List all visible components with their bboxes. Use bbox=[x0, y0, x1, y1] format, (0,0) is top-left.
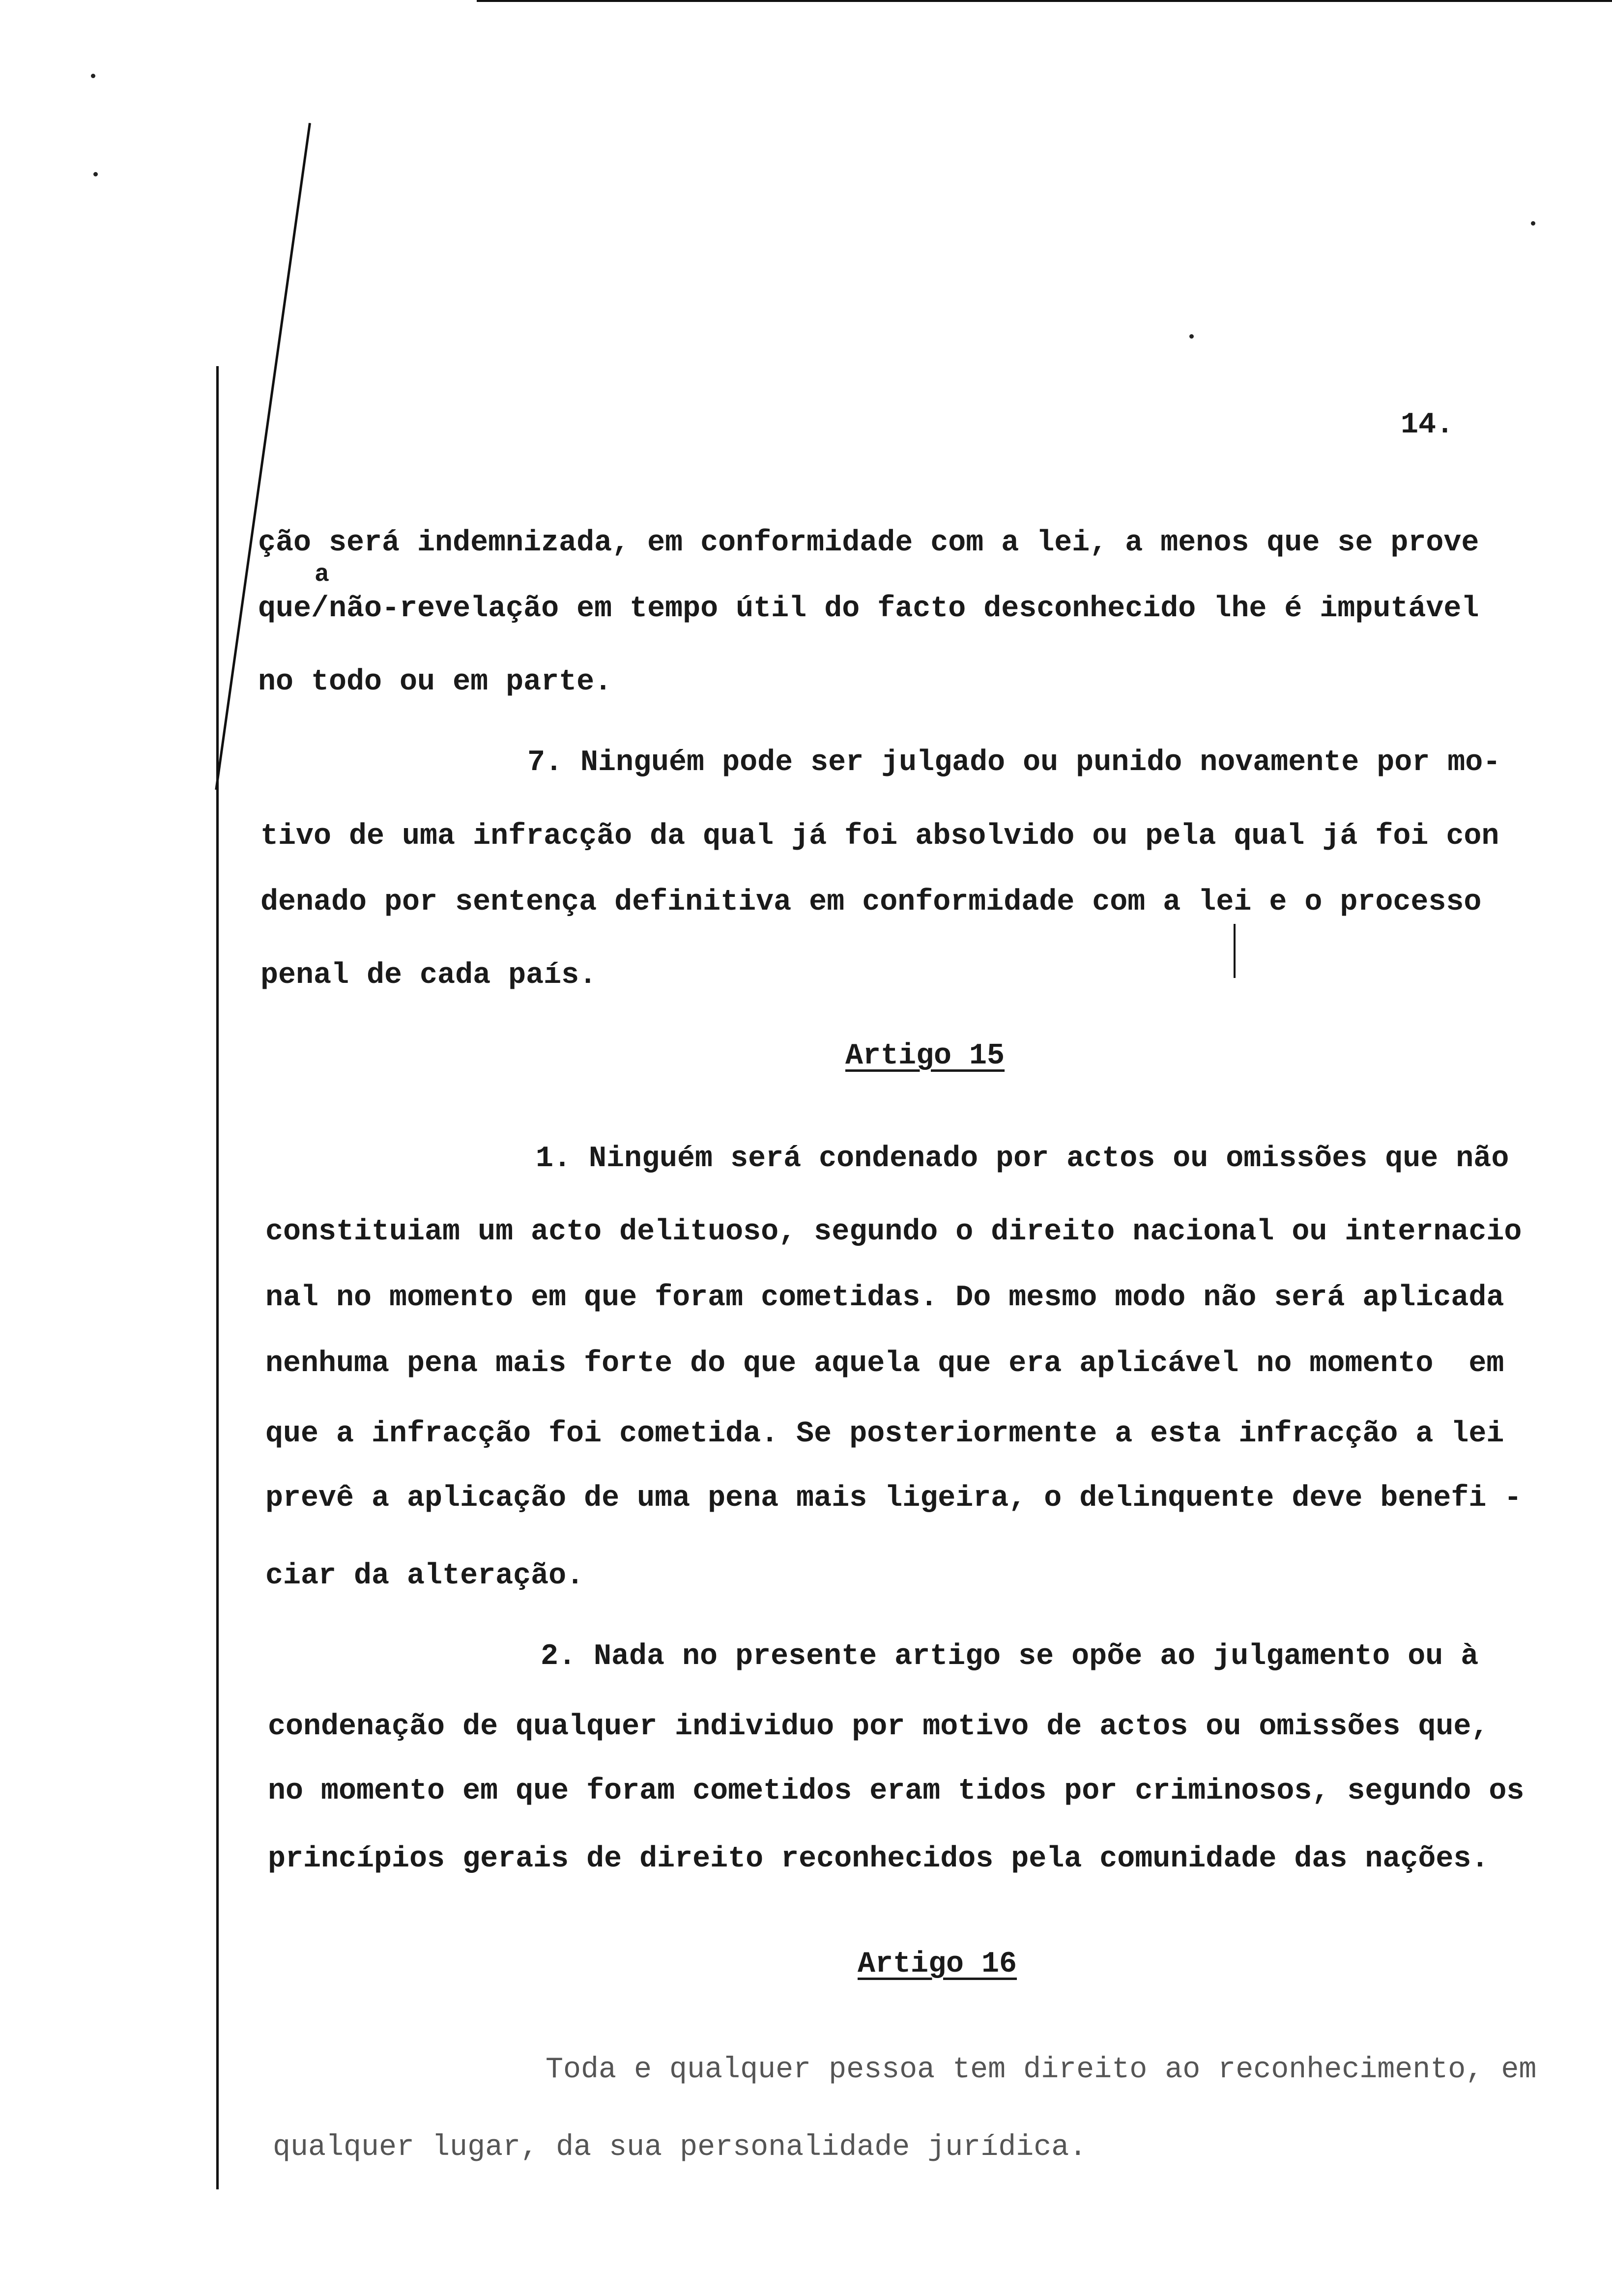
text-line: ção será indemnizada, em conformidade com a lei, a menos que se prove bbox=[258, 526, 1479, 560]
text-line: no todo ou em parte. bbox=[258, 665, 612, 699]
text-line: tivo de uma infracção da qual já foi absolvido ou pela qual já foi con bbox=[260, 820, 1499, 853]
left-margin-line bbox=[216, 366, 219, 2189]
text-line: princípios gerais de direito reconhecidos pela comunidade das nações. bbox=[268, 1842, 1489, 1876]
text-line: condenação de qualquer individuo por motivo de actos ou omissões que, bbox=[268, 1710, 1489, 1744]
page-number: 14. bbox=[1401, 408, 1454, 442]
text-line: constituiam um acto delituoso, segundo o direito nacional ou internacio bbox=[265, 1215, 1522, 1249]
text-line: no momento em que foram cometidos eram tidos por criminosos, segundo os bbox=[268, 1775, 1525, 1808]
text-line: ciar da alteração. bbox=[265, 1559, 584, 1593]
text-line: nenhuma pena mais forte do que aquela que era aplicável no momento em bbox=[265, 1347, 1504, 1380]
text-line: 2. Nada no presente artigo se opõe ao julgamento ou à bbox=[541, 1640, 1479, 1673]
pen-tick-mark bbox=[1234, 924, 1236, 978]
insertion-mark: a bbox=[315, 561, 330, 589]
text-line: 7. Ninguém pode ser julgado ou punido novamente por mo- bbox=[527, 746, 1501, 779]
scan-speck bbox=[93, 172, 98, 176]
article-15-heading: Artigo 15 bbox=[845, 1039, 1005, 1073]
text-line: prevê a aplicação de uma pena mais ligeira, o delinquente deve benefi - bbox=[265, 1482, 1522, 1515]
scan-speck bbox=[1189, 334, 1194, 339]
article-16-heading: Artigo 16 bbox=[858, 1948, 1017, 1981]
scan-speck bbox=[1531, 221, 1535, 226]
text-line: que a infracção foi cometida. Se posteriormente a esta infracção a lei bbox=[265, 1417, 1504, 1451]
text-line: 1. Ninguém será condenado por actos ou omissões que não bbox=[536, 1142, 1509, 1176]
text-line: que/não-revelação em tempo útil do facto desconhecido lhe é imputável bbox=[258, 592, 1479, 626]
text-line: penal de cada país. bbox=[260, 959, 597, 992]
text-line: nal no momento em que foram cometidas. Do mesmo modo não será aplicada bbox=[265, 1281, 1504, 1315]
scan-speck bbox=[91, 74, 95, 78]
top-edge-line bbox=[477, 0, 1612, 2]
text-line: Toda e qualquer pessoa tem direito ao reconhecimento, em bbox=[546, 2053, 1537, 2087]
text-line: qualquer lugar, da sua personalidade jurídica. bbox=[273, 2131, 1087, 2164]
text-line: denado por sentença definitiva em conformidade com a lei e o processo bbox=[260, 886, 1482, 919]
